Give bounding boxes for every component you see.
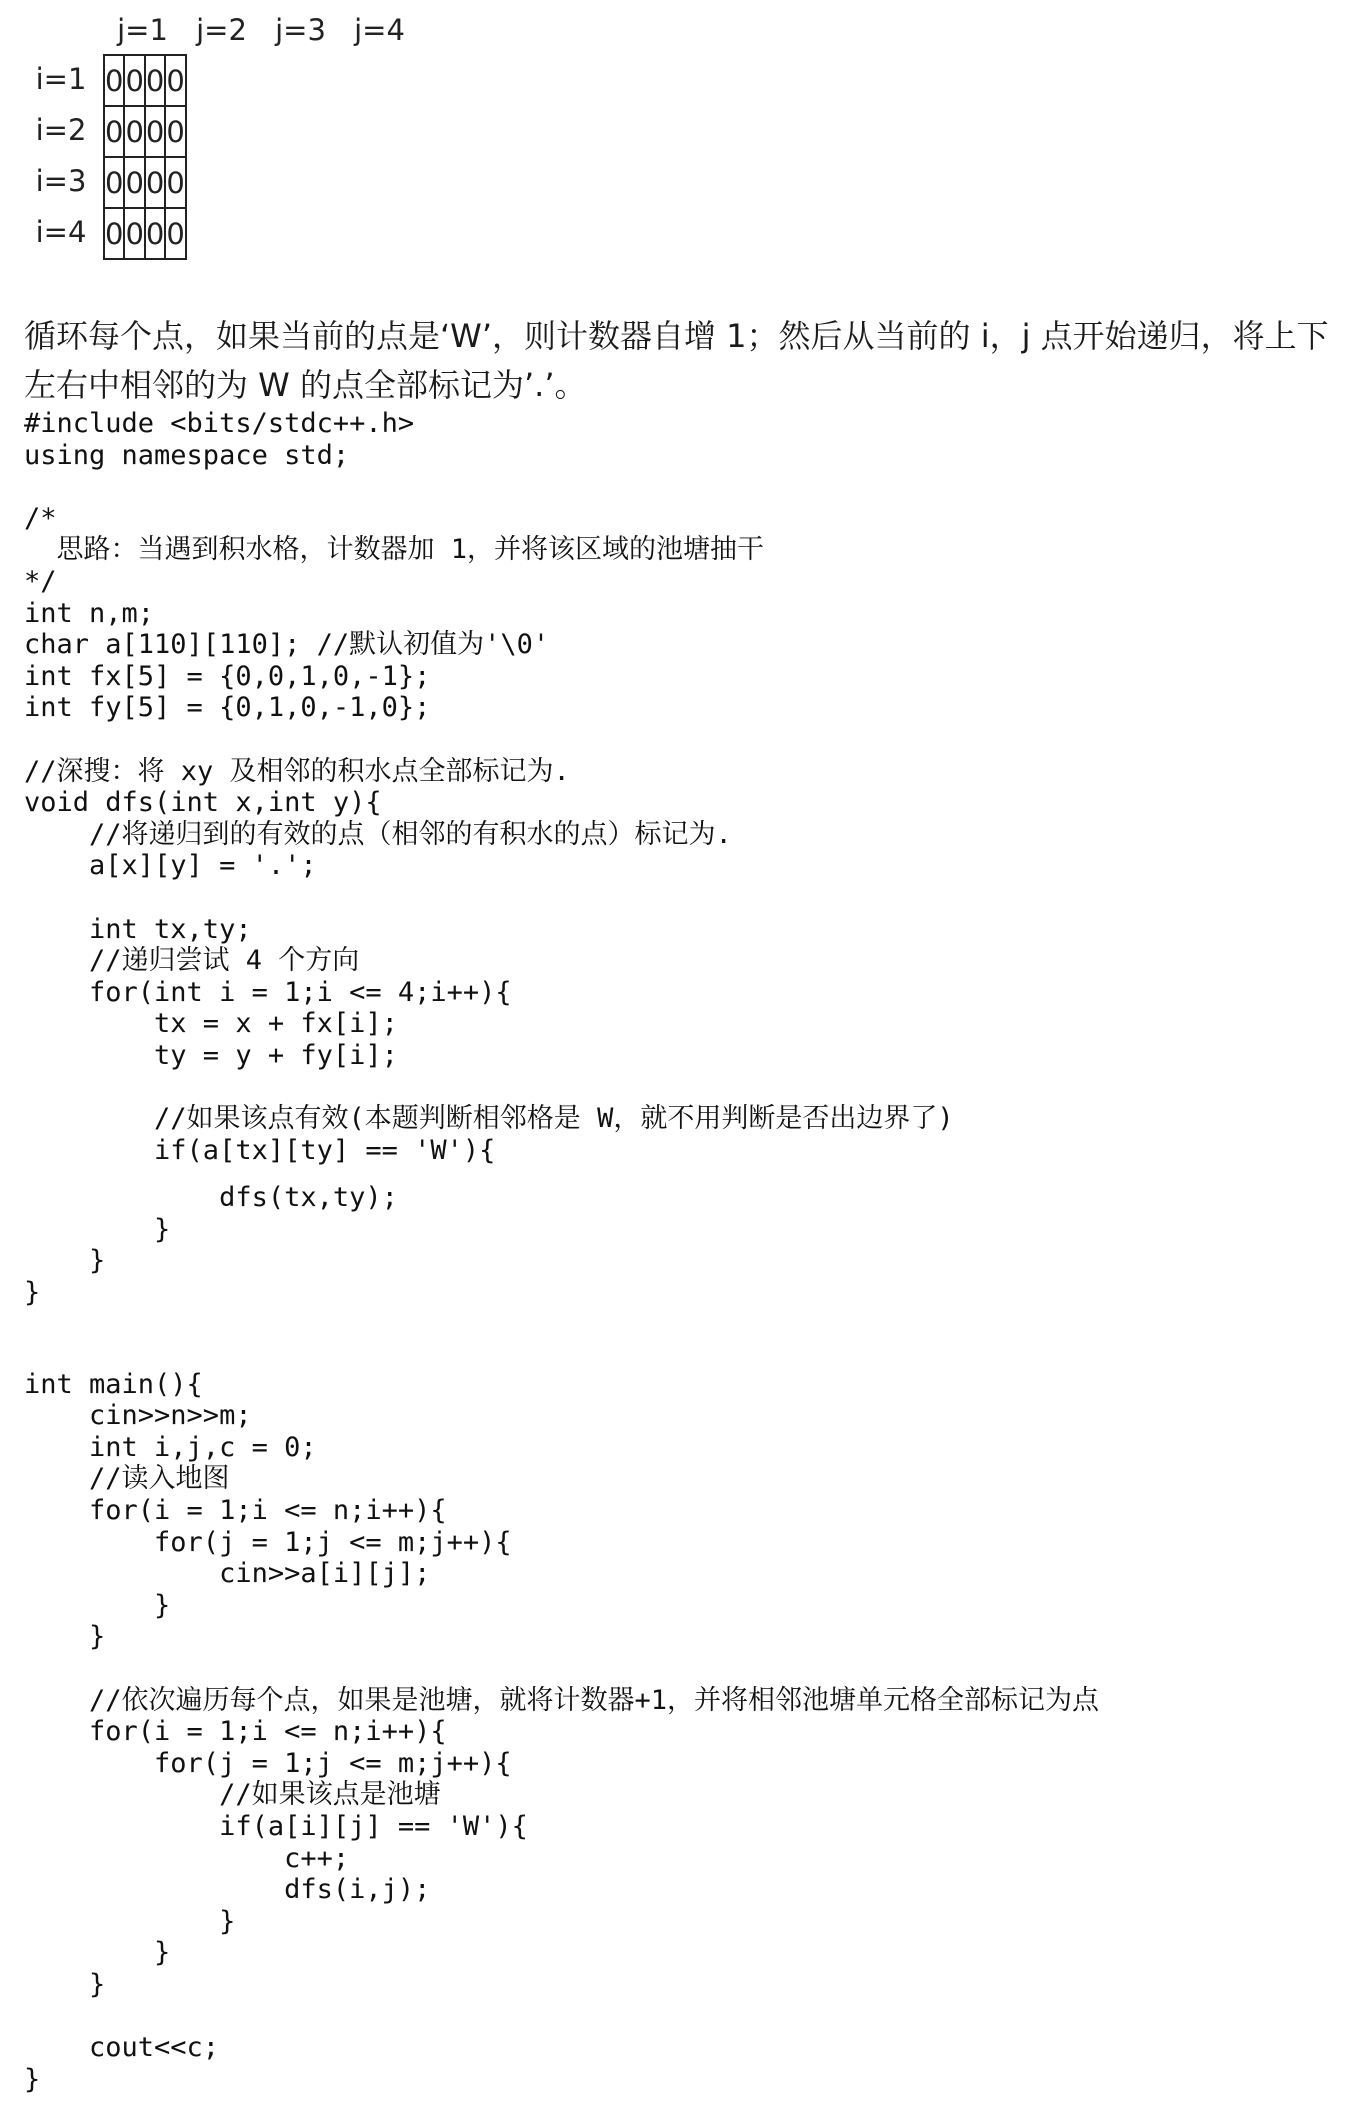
grid-cell: 0	[104, 157, 124, 208]
code-line: #include <bits/stdc++.h>	[24, 408, 415, 439]
code-line: int fy[5] = {0,1,0,-1,0};	[24, 692, 431, 724]
code-line: //递归尝试 4 个方向	[24, 945, 360, 977]
grid-row	[104, 157, 186, 208]
code-line: for(j = 1;j <= m;j++){	[24, 1526, 512, 1558]
code-line: 思路：当遇到积水格，计数器加 1，并将该区域的池塘抽干	[24, 534, 765, 566]
grid-cell: 0	[124, 55, 144, 106]
row-header: i=2	[35, 113, 87, 147]
grid-cell: 0	[145, 208, 165, 259]
row-header: i=4	[35, 215, 87, 249]
code-line: cin>>n>>m;	[24, 1400, 252, 1432]
code-line: }	[24, 1905, 236, 1937]
code-line: }	[24, 1589, 171, 1621]
code-line: for(j = 1;j <= m;j++){	[24, 1747, 512, 1779]
code-line: }	[24, 1968, 106, 2000]
grid-cell: 0	[104, 208, 124, 259]
grid-cell: 0	[104, 106, 124, 157]
grid-cell: 0	[145, 106, 165, 157]
explanation-paragraph: 循环每个点，如果当前的点是‘W’，则计数器自增 1；然后从当前的 i，j 点开始递归，将上下左右中相邻的为 W 的点全部标记为’.’。	[24, 317, 1329, 404]
code-line: }	[24, 1277, 41, 1309]
code-line: //依次遍历每个点，如果是池塘，就将计数器+1，并将相邻池塘单元格全部标记为点	[24, 1684, 1100, 1716]
blank-line	[24, 1166, 1099, 1182]
grid-cell: 0	[124, 208, 144, 259]
col-header: j=2	[196, 13, 247, 47]
column-headers	[103, 8, 419, 52]
code-line: //如果该点是池塘	[24, 1779, 441, 1811]
code-line: if(a[tx][ty] == 'W'){	[24, 1134, 496, 1166]
code-line: void dfs(int x,int y){	[24, 787, 382, 819]
code-line: char a[110][110]; //默认初值为'\0'	[24, 629, 550, 661]
code-line: }	[24, 1621, 106, 1653]
grid-row	[104, 208, 186, 259]
code-line: for(i = 1;i <= n;i++){	[24, 1495, 447, 1526]
code-line: dfs(i,j);	[24, 1874, 431, 1906]
row-header: i=1	[35, 62, 87, 96]
blank-line	[24, 1071, 1099, 1103]
grid-cell: 0	[124, 157, 144, 208]
col-header: j=4	[354, 13, 405, 47]
code-line: cout<<c;	[24, 2032, 220, 2064]
col-header: j=1	[117, 13, 168, 47]
code-line: tx = x + fx[i];	[24, 1008, 398, 1040]
code-line: //深搜：将 xy 及相邻的积水点全部标记为.	[24, 755, 570, 787]
grid-row	[104, 106, 186, 157]
code-line: dfs(tx,ty);	[24, 1182, 398, 1214]
code-line: int tx,ty;	[24, 913, 252, 945]
code-line: cin>>a[i][j];	[24, 1558, 431, 1590]
row-header: i=3	[35, 164, 87, 198]
code-line: }	[24, 1937, 171, 1969]
code-line: }	[24, 1245, 106, 1277]
code-line: //读入地图	[24, 1463, 230, 1495]
code-line: }	[24, 1213, 171, 1245]
blank-line	[24, 471, 1099, 503]
blank-line	[24, 2001, 1099, 2033]
blank-line	[24, 1653, 1099, 1685]
grid-cell: 0	[165, 208, 185, 259]
grid-cell: 0	[145, 157, 165, 208]
blank-line	[24, 1309, 1099, 1369]
code-line: c++;	[24, 1842, 350, 1874]
code-line: using namespace std;	[24, 439, 350, 471]
grid-cell: 0	[145, 55, 165, 106]
code-line: /*	[24, 502, 57, 534]
grid-row	[104, 55, 186, 106]
code-line: int fx[5] = {0,0,1,0,-1};	[24, 660, 431, 692]
grid-cell: 0	[104, 55, 124, 106]
row-headers	[28, 54, 94, 258]
col-header: j=3	[275, 13, 326, 47]
grid-table	[103, 54, 187, 260]
grid-cell: 0	[165, 55, 185, 106]
blank-line	[24, 882, 1099, 914]
code-line: int main(){	[24, 1368, 203, 1400]
code-line: */	[24, 565, 57, 597]
code-block	[24, 408, 1099, 2095]
code-line: int n,m;	[24, 597, 155, 629]
code-line: ty = y + fy[i];	[24, 1039, 398, 1071]
code-line: for(int i = 1;i <= 4;i++){	[24, 976, 512, 1008]
code-line: //如果该点有效(本题判断相邻格是 W，就不用判断是否出边界了)	[24, 1103, 954, 1135]
blank-line	[24, 724, 1099, 756]
code-line: }	[24, 2063, 41, 2095]
code-line: if(a[i][j] == 'W'){	[24, 1810, 528, 1842]
code-line: int i,j,c = 0;	[24, 1431, 317, 1463]
grid-cell: 0	[165, 157, 185, 208]
code-line: a[x][y] = '.';	[24, 850, 317, 882]
grid-cell: 0	[124, 106, 144, 157]
code-line: //将递归到的有效的点（相邻的有积水的点）标记为.	[24, 818, 732, 850]
code-line: for(i = 1;i <= n;i++){	[24, 1716, 447, 1748]
grid-cell: 0	[165, 106, 185, 157]
